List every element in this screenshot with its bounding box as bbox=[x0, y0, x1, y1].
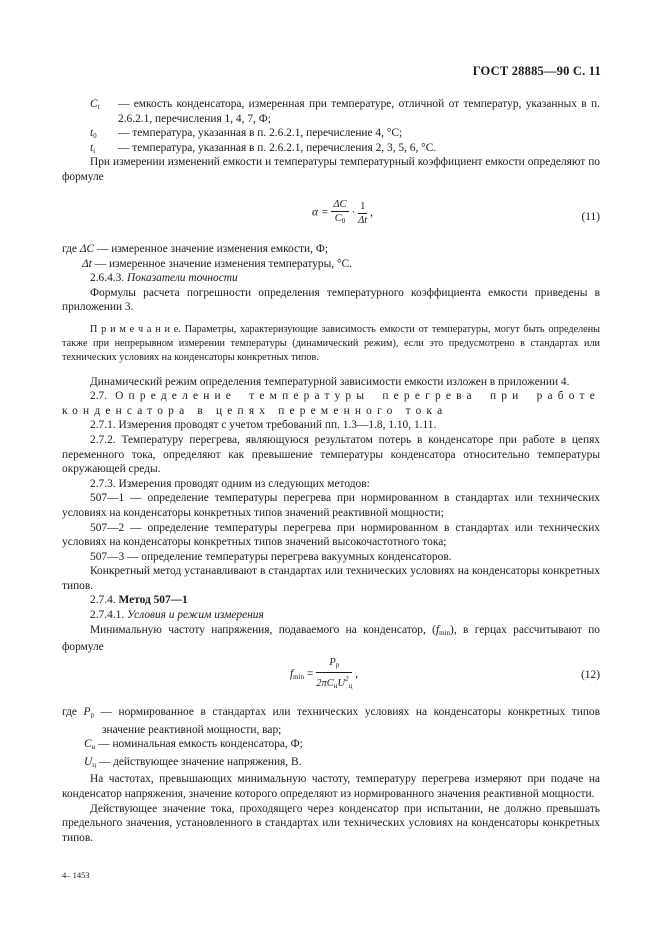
page-header: ГОСТ 28885—90 С. 11 bbox=[472, 64, 601, 78]
method-507-1: 507—1 — определение температуры перегрева при нормированном в стандартах или технических условиях на конденсаторы конкретных типов значений реактивной мощности; bbox=[62, 492, 600, 519]
page-footer-code: 4– 1453 bbox=[62, 870, 90, 880]
formula-12: $f_{min}$ = $\frac{P_p}{2\pi C_нU^2_ц}$ , (12) bbox=[290, 657, 600, 690]
section-2-7-4: 2.7.4. Метод 507—1 bbox=[90, 594, 188, 607]
paragraph-current: Действующее значение тока, проходящего через конденсатор при испытании, не должно превышать предельного значения, установленного в стандартах или технических условиях на конденсаторы конкретных типов. bbox=[62, 802, 600, 844]
section-2-7-4-1: 2.7.4.1. Условия и режим измерения bbox=[90, 609, 264, 622]
section-2-6-4-3: 2.6.4.3. Показатели точности bbox=[90, 272, 238, 285]
definition-ti: $t_i$ — температура, указанная в п. 2.6.2.1, перечисления 2, 3, 5, 6, °С. bbox=[90, 141, 437, 155]
paragraph-measure: При измерении изменений емкости и температуры температурный коэффициент емкости определяют по формуле bbox=[62, 156, 600, 183]
paragraph-dynamic: Динамический режим определения температурной зависимости емкости изложен в приложении 4. bbox=[90, 375, 570, 388]
section-2-7-2: 2.7.2. Температуру перегрева, являющуюся результатом потерь в конденсаторе при работе в цепях переменного тока, определяют как превышение температуры конденсатора относительно температуры окружающей среды. bbox=[62, 433, 600, 476]
main-text-block bbox=[62, 242, 600, 655]
formula-11: α = $\frac{\Delta C}{C_0}$ · $\frac{1}{\Delta t}$ , (11) bbox=[312, 199, 600, 226]
section-2-7-3: 2.7.3. Измерения проводят одним из следующих методов: bbox=[90, 477, 370, 490]
definition-cn: $C_н$ — номинальная емкость конденсатора, Ф; bbox=[84, 738, 303, 752]
method-507-2: 507—2 — определение температуры перегрева при нормированном в стандартах или технических условиях на конденсаторы конкретных типов значений высокочастотного тока; bbox=[62, 521, 600, 549]
paragraph-formulas: Формулы расчета погрешности определения температурного коэффициента емкости приведены в приложении 3. bbox=[62, 286, 600, 314]
definition-delta-c: где ΔC — измеренное значение изменения емкости, Ф; bbox=[62, 243, 328, 255]
definition-pp: где $P_р$ — нормированное в стандартах или технических условиях на конденсаторы конкретных типов значение реактивной мощности, вар; bbox=[62, 706, 600, 736]
equation-number-11: (11) bbox=[581, 211, 600, 223]
definition-uc: $U_ц$ — действующее значение напряжения, В. bbox=[84, 755, 302, 769]
note: П р и м е ч а н и е. Параметры, характеризующие зависимость емкости от температуры, могут быть определены также при непрерывном измерении температуры (динамический режим), если это предусмотрено в стандартах или технических условиях на конденсаторы конкретных типов. bbox=[62, 323, 600, 364]
definition-ct: $C_t$ — емкость конденсатора, измеренная при температуре, отличной от температур, указанных в п. 2.6.2.1, перечисления 1, 4, 7, Ф; bbox=[90, 98, 600, 125]
equation-number-12: (12) bbox=[581, 669, 600, 681]
paragraph-min-frequency: Минимальную частоту напряжения, подаваемого на конденсатор, $(f_{min})$, в герцах рассчитывают по формуле bbox=[62, 623, 601, 654]
definition-delta-t: Δt — измеренное значение изменения температуры, °С. bbox=[82, 257, 352, 270]
section-2-7-1: 2.7.1. Измерения проводят с учетом требований пп. 1.3—1.8, 1.10, 1.11. bbox=[90, 419, 437, 432]
section-2-7-heading: 2.7. Определение температуры перегрева при работе конденсатора в цепях переменного тока bbox=[62, 390, 600, 417]
paragraph-concrete-method: Конкретный метод устанавливают в стандартах или технических условиях на конденсаторы конкретных типов. bbox=[62, 565, 600, 592]
definitions-block-1 bbox=[62, 97, 600, 185]
paragraph-frequency: На частотах, превышающих минимальную частоту, температуру перегрева измеряют при подаче на конденсатор напряжения, значение которого определяют из нормированного значения реактивной мощности. bbox=[62, 773, 600, 800]
method-507-3: 507—3 — определение температуры перегрева вакуумных конденсаторов. bbox=[90, 550, 452, 563]
definition-t0: $t_0$ — температура, указанная в п. 2.6.2.1, перечисление 4, °С; bbox=[90, 127, 403, 141]
final-text-block bbox=[62, 705, 600, 845]
